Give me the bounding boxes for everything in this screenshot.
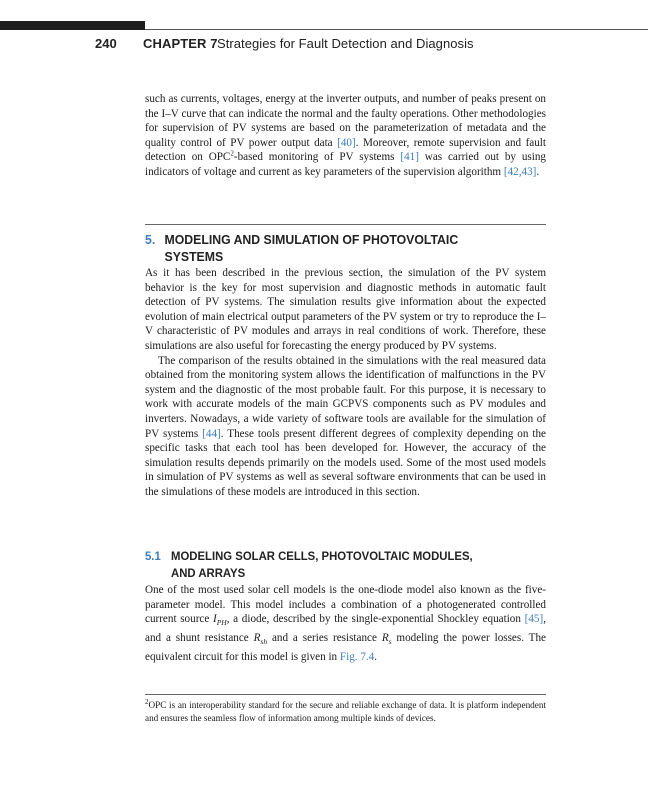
section5-paragraph-1: As it has been described in the previous section, the simulation of the PV system behavior is the key for most supervision and diagnostic methods in automatic fault detection of PV systems. The simulation results give information about the expected evolution of main electrical output parameters of the PV system or try to reproduce the I–V characteristic of PV modules and arrays in real conditions of work. Therefore, these simulations are also useful for forecasting the energy produced by PV systems. [145, 267, 546, 352]
section-title-line2: SYSTEMS [164, 249, 224, 264]
section5-paragraph-2 [145, 354, 546, 500]
var-subscript: sh [260, 637, 268, 647]
citation-link[interactable]: [40] [337, 136, 356, 149]
footnote [145, 699, 546, 725]
intro-block [145, 92, 546, 180]
citation-link[interactable]: [42,43] [503, 165, 537, 178]
section-number: 5. [145, 232, 156, 247]
intro-paragraph [145, 92, 546, 180]
var-letter: R [381, 632, 389, 644]
section-title-line1: MODELING AND SIMULATION OF PHOTOVOLTAIC [164, 232, 459, 247]
text-run: . [374, 650, 378, 663]
figure-link[interactable]: Fig. 7.4 [339, 650, 375, 663]
subsection-heading [145, 548, 518, 581]
section51-paragraph [145, 583, 546, 664]
section-heading [145, 231, 518, 265]
text-run: The comparison of the results obtained in the simulations with the real measured data obtained from the monitoring system allows the identification of malfunctions in the PV system and the diagnostic of the most probable fault. For this purpose, it is necessary to work with accurate models of the main GCPVS components such as PV modules and inverters. Nowadays, a wide variety of software tools are available for the simulation of PV systems [145, 354, 546, 440]
footnote-text: OPC is an interoperability standard for the secure and reliable exchange of data. It is platform independent and ensures the seamless flow of information among multiple kinds of devices. [145, 700, 546, 723]
text-run: , a diode, described by the single-exponential Shockley equation [226, 613, 525, 626]
subsection-title-line1: MODELING SOLAR CELLS, PHOTOVOLTAIC MODULES, [171, 549, 473, 563]
chapter-title: Strategies for Fault Detection and Diagnosis [217, 36, 474, 51]
footnote-number: 2 [145, 697, 149, 706]
text-run: . Moreover, remote supervision and fault detection on OPC [145, 136, 546, 164]
citation-link[interactable]: [44] [202, 427, 221, 440]
subsection-number: 5.1 [145, 549, 161, 563]
text-run: . These tools present different degrees of complexity depending on the specific tasks that each tool has been developed for. However, the accuracy of the simulation results depends primarily on the models used. Some of the most used models in simulation of PV systems as well as several software environments that can be used in the simulations of these models are introduced in this section. [145, 427, 546, 498]
iph-variable [212, 613, 227, 628]
var-subscript: s [388, 637, 392, 647]
text-run: modeling the power losses. The equivalent circuit for this model is given in [145, 632, 546, 663]
text-run: . [536, 165, 540, 178]
footnote-rule [145, 694, 546, 695]
rsh-variable [253, 632, 268, 647]
section-divider [145, 224, 546, 225]
footnote-marker[interactable]: 2 [230, 149, 234, 158]
text-run: such as currents, voltages, energy at the inverter outputs, and number of peaks present on the I–V curve that can indicate the normal and the faulty operations. Other methodologies for supervision of PV systems are based on the parameterization of metadata and the quality control of PV power output data [145, 93, 546, 149]
citation-link[interactable]: [41] [400, 151, 419, 164]
header-bar [0, 21, 145, 30]
text-run: was carried out by using indicators of voltage and current as key parameters of the supervision algorithm [145, 151, 546, 178]
rs-variable [381, 632, 392, 647]
header-rule [145, 29, 648, 30]
page-number: 240 [95, 36, 117, 51]
citation-link[interactable]: [45] [524, 613, 544, 626]
var-letter: I [212, 613, 217, 626]
var-letter: R [253, 632, 261, 644]
text-run: One of the most used solar cell models is the one-diode model also known as the five-parameter model. This model includes a combination of a photogenerated controlled current source [145, 584, 546, 626]
subsection-title-line2: AND ARRAYS [171, 565, 246, 580]
section5-body [145, 266, 546, 500]
text-run: , and a shunt resistance [145, 613, 546, 644]
text-run: and a series resistance [267, 632, 382, 644]
chapter-label: CHAPTER 7 [143, 36, 218, 51]
text-run: -based monitoring of PV systems [233, 151, 401, 164]
section51-body [145, 583, 546, 664]
var-subscript: PH [216, 618, 227, 628]
